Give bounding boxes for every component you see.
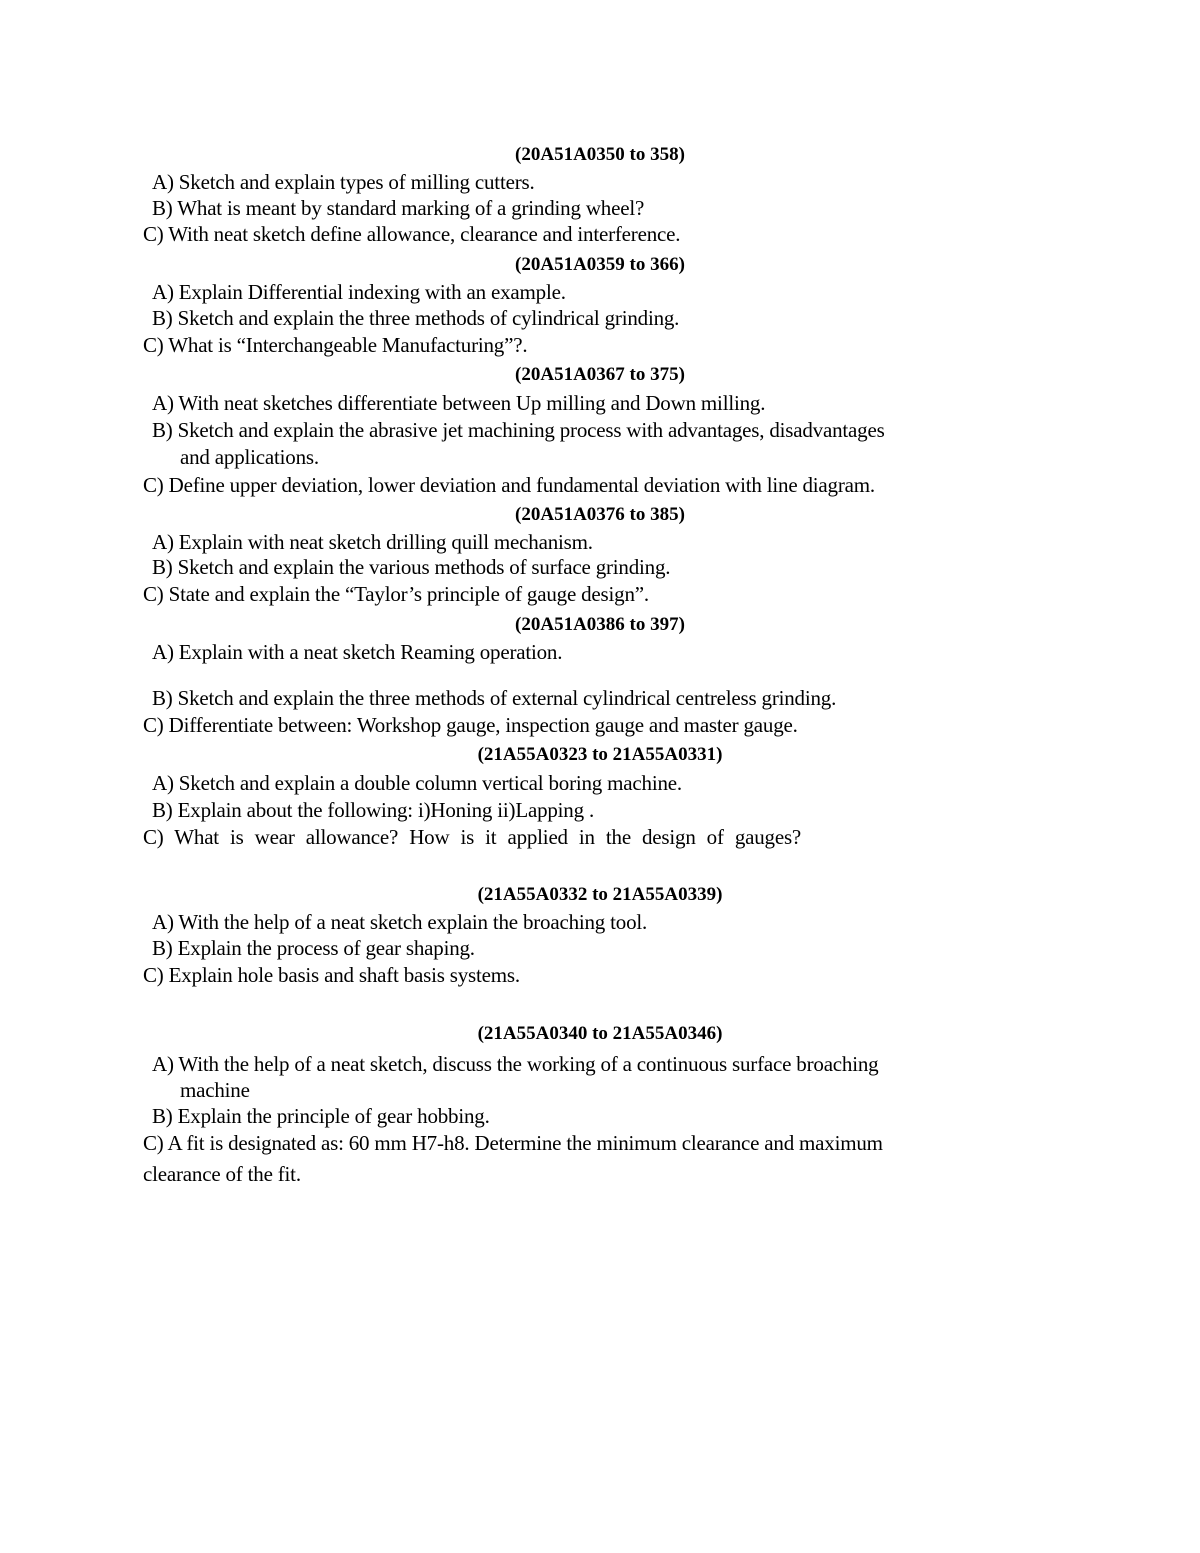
question-c: C) State and explain the “Taylor’s principle of gauge design”. — [143, 582, 649, 606]
question-b: B) What is meant by standard marking of a grinding wheel? — [152, 196, 645, 220]
question-a: A) With neat sketches differentiate between Up milling and Down milling. — [152, 391, 766, 415]
section-heading: (20A51A0367 to 375) — [515, 364, 685, 385]
question-b-continuation: and applications. — [180, 445, 319, 469]
section-heading: (20A51A0386 to 397) — [515, 614, 685, 635]
question-a: A) With the help of a neat sketch explain the broaching tool. — [152, 910, 648, 934]
section-heading: (20A51A0359 to 366) — [515, 254, 685, 275]
section-heading: (20A51A0350 to 358) — [515, 144, 685, 165]
question-b: B) Sketch and explain the three methods of external cylindrical centreless grinding. — [152, 686, 837, 710]
question-b: B) Sketch and explain the three methods of cylindrical grinding. — [152, 306, 680, 330]
section-heading: (21A55A0340 to 21A55A0346) — [477, 1023, 723, 1044]
question-c: C) Differentiate between: Workshop gauge, inspection gauge and master gauge. — [143, 713, 798, 737]
question-c: C) Explain hole basis and shaft basis systems. — [143, 963, 520, 987]
question-b: B) Explain the principle of gear hobbing. — [152, 1104, 490, 1128]
question-a: A) Explain with a neat sketch Reaming operation. — [152, 640, 563, 664]
question-c: C) With neat sketch define allowance, clearance and interference. — [143, 222, 681, 246]
question-c: C) A fit is designated as: 60 mm H7-h8. Determine the minimum clearance and maximum — [143, 1131, 883, 1155]
section-heading: (21A55A0323 to 21A55A0331) — [477, 744, 723, 765]
question-a: A) With the help of a neat sketch, discuss the working of a continuous surface broaching — [152, 1052, 879, 1076]
question-c: C) Define upper deviation, lower deviation and fundamental deviation with line diagram. — [143, 473, 875, 497]
section-heading: (21A55A0332 to 21A55A0339) — [477, 884, 723, 905]
question-b: B) Sketch and explain the various methods of surface grinding. — [152, 555, 671, 579]
question-b: B) Explain about the following: i)Honing ii)Lapping . — [152, 798, 594, 822]
question-a-continuation: machine — [180, 1078, 250, 1102]
question-a: A) Explain Differential indexing with an example. — [152, 280, 566, 304]
section-heading: (20A51A0376 to 385) — [515, 504, 685, 525]
question-b: B) Explain the process of gear shaping. — [152, 936, 475, 960]
question-a: A) Sketch and explain types of milling cutters. — [152, 170, 535, 194]
question-a: A) Sketch and explain a double column vertical boring machine. — [152, 771, 682, 795]
question-c: C) What is wear allowance? How is it applied in the design of gauges? — [143, 825, 802, 849]
question-b: B) Sketch and explain the abrasive jet machining process with advantages, disadvantages — [152, 418, 885, 442]
question-c: C) What is “Interchangeable Manufacturing”?. — [143, 333, 528, 357]
question-a: A) Explain with neat sketch drilling quill mechanism. — [152, 530, 593, 554]
question-c-continuation: clearance of the fit. — [143, 1162, 301, 1186]
